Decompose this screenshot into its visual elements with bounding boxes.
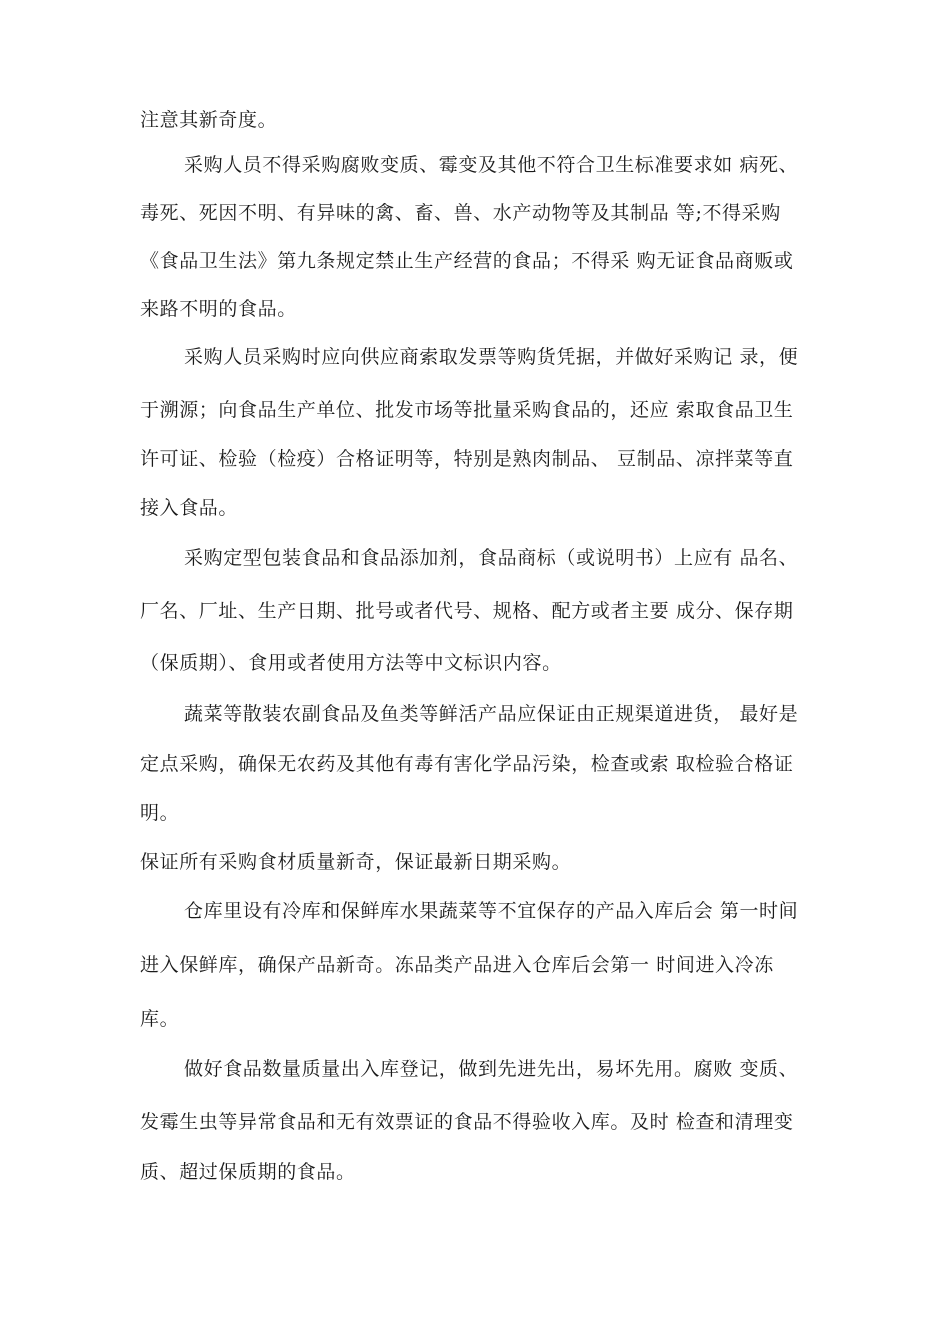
text-line: 质、超过保质期的食品。 [140, 1161, 356, 1183]
text-line: 定点采购，确保无农药及其他有毒有害化学品污染，检查或索 取检验合格证 [140, 753, 794, 775]
text-line: 做好食品数量质量出入库登记，做到先进先出，易坏先用。腐败 变质、 [184, 1058, 799, 1080]
text-line: 采购人员采购时应向供应商索取发票等购货凭据，并做好采购记 录，便 [184, 346, 799, 368]
text-line: 许可证、检验（检疫）合格证明等，特别是熟肉制品、 豆制品、凉拌菜等直 [140, 448, 794, 470]
text-line: 明。 [140, 802, 180, 824]
text-line: （保质期）、食用或者使用方法等中文标识内容。 [140, 652, 562, 674]
text-line: 于溯源；向食品生产单位、批发市场等批量采购食品的，还应 索取食品卫生 [140, 399, 794, 421]
text-line: 发霉生虫等异常食品和无有效票证的食品不得验收入库。及时 检查和清理变 [140, 1111, 794, 1133]
text-line: 采购人员不得采购腐败变质、霉变及其他不符合卫生标准要求如 病死、 [184, 154, 799, 176]
text-line: 厂名、厂址、生产日期、批号或者代号、规格、配方或者主要 成分、保存期 [140, 600, 794, 622]
text-line: 接入食品。 [140, 497, 239, 519]
text-line: 来路不明的食品。 [140, 298, 297, 320]
text-line: 采购定型包装食品和食品添加剂，食品商标（或说明书）上应有 品名、 [184, 547, 799, 569]
text-line: 库。 [140, 1008, 180, 1030]
text-line: 进入保鲜库，确保产品新奇。冻品类产品进入仓库后会第一 时间进入冷冻 [140, 954, 774, 976]
text-line: 仓库里设有冷库和保鲜库水果蔬菜等不宜保存的产品入库后会 第一时间 [184, 900, 799, 922]
text-line: 保证所有采购食材质量新奇，保证最新日期采购。 [140, 851, 572, 873]
text-line: 注意其新奇度。 [140, 109, 278, 131]
text-line: 毒死、死因不明、有异味的禽、畜、兽、水产动物等及其制品 等;不得采购 [140, 202, 781, 224]
text-line: 蔬菜等散装农副食品及鱼类等鲜活产品应保证由正规渠道进货， 最好是 [184, 703, 799, 725]
text-line: 《食品卫生法》第九条规定禁止生产经营的食品；不得采 购无证食品商贩或 [140, 250, 794, 272]
